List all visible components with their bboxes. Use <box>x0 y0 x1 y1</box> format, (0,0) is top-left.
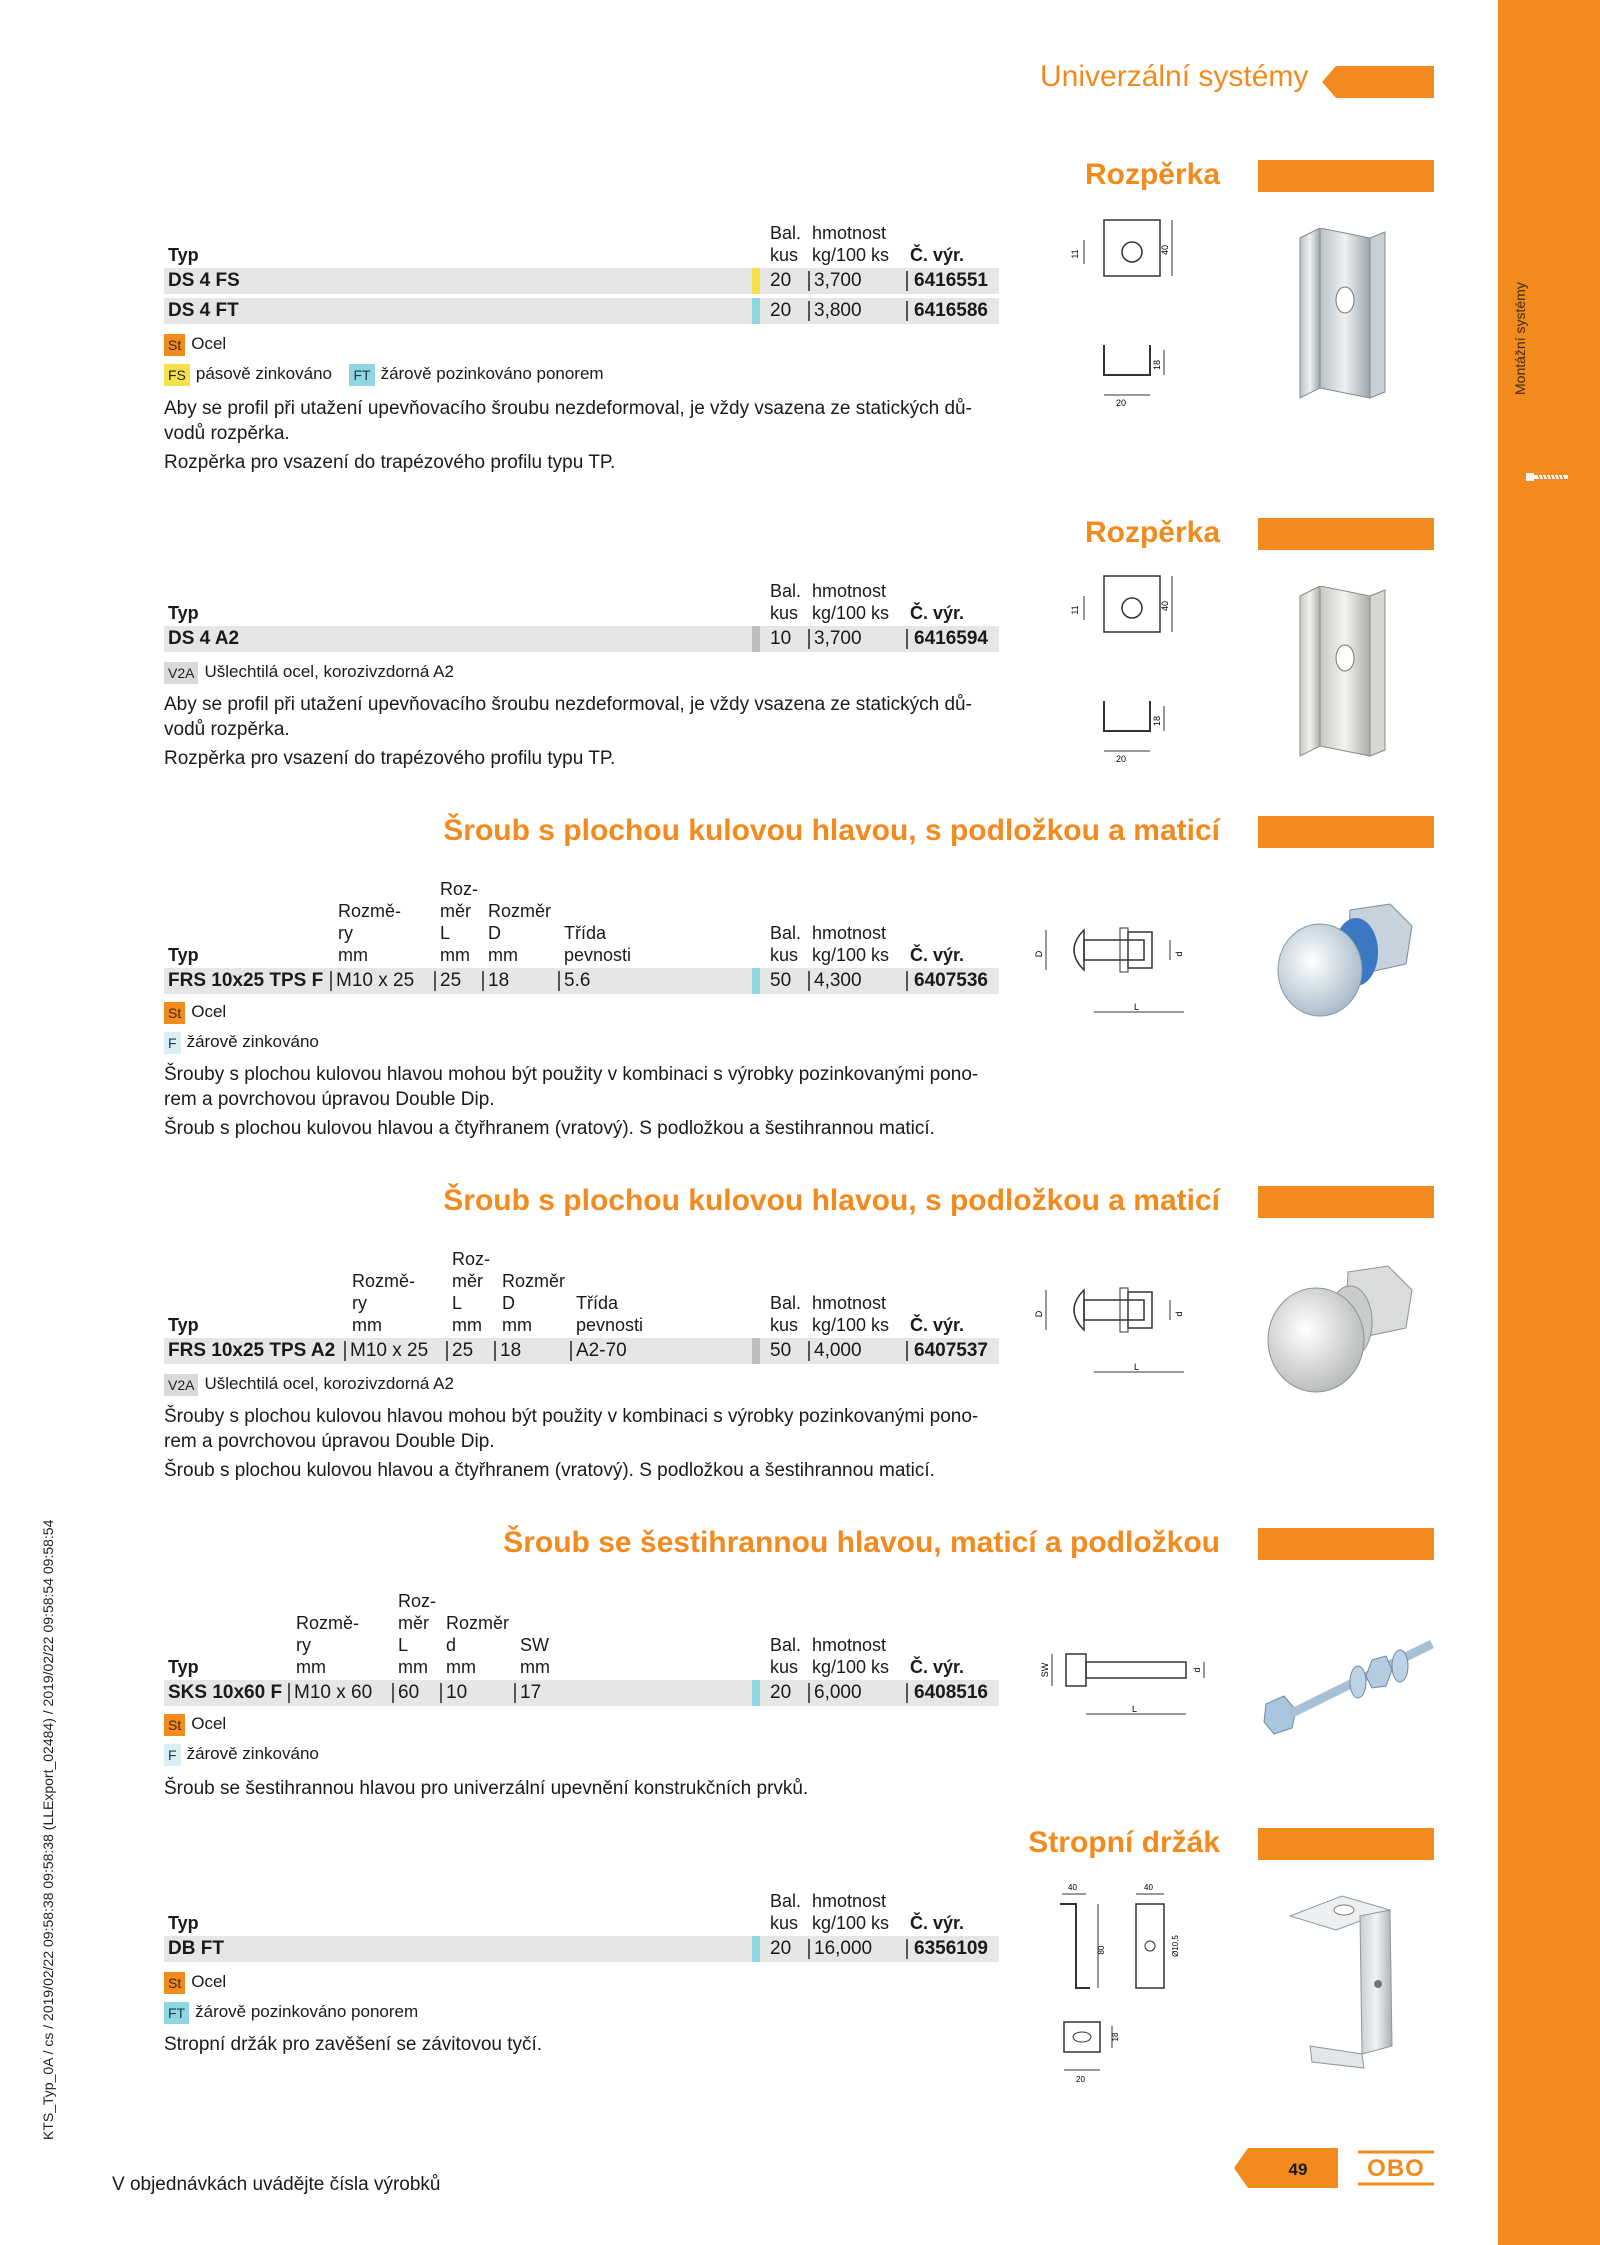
section-title: Šroub se šestihrannou hlavou, maticí a podložkou <box>503 1526 1220 1559</box>
svg-text:D: D <box>1034 950 1044 958</box>
col-type: Typ <box>168 945 199 965</box>
svg-text:d: d <box>1192 1667 1202 1673</box>
hex-bolt-photo <box>1262 1630 1442 1740</box>
col-bal: Bal. kus <box>770 581 802 623</box>
description: Šrouby s plochou kulovou hlavou mohou být použity v kombinaci s výrobky pozinkovanými pono- rem a povrchovou úpravou Double Dip. Šroub s plochou kulovou hlavou a čtyřhranem (vratový). S podložkou a šestihrannou maticí. <box>164 1406 979 1481</box>
col-bal: Bal. kus <box>770 923 802 965</box>
col-d: Rozměr D mm <box>488 901 552 965</box>
section-title: Šroub s plochou kulovou hlavou, s podložkou a maticí <box>443 814 1220 847</box>
description: Aby se profil při utažení upevňovacího šroubu nezdeformoval, je vždy vsazena ze statických dů- vodů rozpěrka. Rozpěrka pro vsazení do trapézového profilu typu TP. <box>164 398 972 473</box>
col-bal: Bal. kus <box>770 1891 802 1933</box>
legend-row: St Ocel <box>164 332 226 356</box>
table-row: DS 4 FS 20 3,700 6416551 <box>164 268 999 294</box>
title-bar <box>1258 518 1434 550</box>
legend-row: F žárově zinkováno <box>164 1742 319 1766</box>
svg-text:L: L <box>1132 1704 1138 1714</box>
description: Šrouby s plochou kulovou hlavou mohou být použity v kombinaci s výrobky pozinkovanými pono- rem a povrchovou úpravou Double Dip. Šroub s plochou kulovou hlavou a čtyřhranem (vratový). S podložkou a šestihrannou maticí. <box>164 1064 979 1139</box>
col-length: Roz- měr L mm <box>452 1249 491 1335</box>
col-weight: hmotnost kg/100 ks <box>812 223 890 265</box>
col-bal: Bal. kus <box>770 1635 802 1677</box>
svg-text:D: D <box>1034 1310 1044 1318</box>
svg-text:11: 11 <box>1070 605 1080 615</box>
svg-text:Ø10,5: Ø10,5 <box>1171 1935 1180 1957</box>
header-tab-icon <box>1322 66 1434 98</box>
table-row: FRS 10x25 TPS A2 M10 x 25 25 18 A2-70 50 4,000 6407537 <box>164 1338 999 1364</box>
svg-text:d: d <box>1174 1311 1184 1317</box>
description: Aby se profil při utažení upevňovacího šroubu nezdeformoval, je vždy vsazena ze statických dů- vodů rozpěrka. Rozpěrka pro vsazení do trapézového profilu typu TP. <box>164 694 972 769</box>
spacer-photo <box>1290 586 1390 766</box>
title-bar <box>1258 816 1434 848</box>
svg-text:L: L <box>1134 1002 1140 1012</box>
col-size: Rozmě- ry mm <box>338 901 402 965</box>
bolt-drawing <box>1034 910 1224 1030</box>
col-length: Roz- měr L mm <box>398 1591 437 1677</box>
ceiling-bracket-photo <box>1270 1886 1410 2076</box>
table-row: FRS 10x25 TPS F M10 x 25 25 18 5.6 50 4,300 6407536 <box>164 968 999 994</box>
table-row: DS 4 FT 20 3,800 6416586 <box>164 298 999 324</box>
legend-row: V2A Ušlechtilá ocel, korozivzdorná A2 <box>164 1372 454 1396</box>
description: Stropní držák pro zavěšení se závitovou tyčí. <box>164 2034 543 2055</box>
col-weight: hmotnost kg/100 ks <box>812 581 890 623</box>
svg-text:49: 49 <box>1288 2160 1308 2179</box>
svg-text:18: 18 <box>1152 359 1162 371</box>
legend-row: St Ocel <box>164 1000 226 1024</box>
col-type: Typ <box>168 1913 199 1933</box>
svg-text:11: 11 <box>1070 249 1080 259</box>
svg-text:OBO: OBO <box>1367 2155 1425 2182</box>
col-article: Č. výr. <box>910 245 965 265</box>
legend-row: St Ocel <box>164 1712 226 1736</box>
col-length: Roz- měr L mm <box>440 879 479 965</box>
table-row: DS 4 A2 10 3,700 6416594 <box>164 626 999 652</box>
svg-text:40: 40 <box>1068 1883 1077 1892</box>
print-meta: KTS_Typ_0A / cs / 2019/02/22 09:58:38 09:58:38 (LLExport_02484) / 2019/02/22 09:58:54 09:58:54 <box>40 1519 56 2140</box>
col-article: Č. výr. <box>910 1913 965 1933</box>
col-size: Rozmě- ry mm <box>296 1613 360 1677</box>
table-row: DB FT 20 16,000 6356109 <box>164 1936 999 1962</box>
col-type: Typ <box>168 1657 199 1677</box>
title-bar <box>1258 1828 1434 1860</box>
description: Šroub se šestihrannou hlavou pro univerzální upevnění konstrukčních prvků. <box>164 1778 809 1799</box>
screw-icon <box>1524 468 1572 486</box>
legend-row: FT žárově pozinkováno ponorem <box>164 2000 418 2024</box>
svg-text:20: 20 <box>1116 398 1127 408</box>
col-weight: hmotnost kg/100 ks <box>812 1293 890 1335</box>
bolt-photo <box>1270 900 1420 1030</box>
col-article: Č. výr. <box>910 1657 965 1677</box>
col-article: Č. výr. <box>910 603 965 623</box>
section-title: Rozpěrka <box>1084 516 1220 549</box>
spacer-drawing <box>1064 566 1184 766</box>
svg-text:40: 40 <box>1144 1883 1153 1892</box>
svg-text:20: 20 <box>1116 754 1127 764</box>
spacer-drawing <box>1064 210 1184 410</box>
bolt-photo <box>1262 1262 1422 1402</box>
col-sw: SW mm <box>520 1635 550 1677</box>
svg-text:40: 40 <box>1160 600 1170 612</box>
legend-row: V2A Ušlechtilá ocel, korozivzdorná A2 <box>164 660 454 684</box>
page-header: Univerzální systémy <box>1040 60 1309 93</box>
col-type: Typ <box>168 603 199 623</box>
col-weight: hmotnost kg/100 ks <box>812 1635 890 1677</box>
col-d: Rozměr D mm <box>502 1271 566 1335</box>
section-title: Stropní držák <box>1028 1826 1220 1859</box>
col-size: Rozmě- ry mm <box>352 1271 416 1335</box>
svg-text:d: d <box>1174 951 1184 957</box>
col-article: Č. výr. <box>910 945 965 965</box>
col-article: Č. výr. <box>910 1315 965 1335</box>
table-row: SKS 10x60 F M10 x 60 60 10 17 20 6,000 6408516 <box>164 1680 999 1706</box>
footer-note: V objednávkách uvádějte čísla výrobků <box>112 2174 441 2195</box>
col-weight: hmotnost kg/100 ks <box>812 1891 890 1933</box>
svg-text:40: 40 <box>1160 244 1170 256</box>
col-class: Třída pevnosti <box>576 1293 644 1335</box>
col-type: Typ <box>168 245 199 265</box>
col-bal: Bal. kus <box>770 223 802 265</box>
svg-text:L: L <box>1134 1362 1140 1372</box>
bolt-drawing <box>1034 1270 1224 1390</box>
col-weight: hmotnost kg/100 ks <box>812 923 890 965</box>
legend-row: F žárově zinkováno <box>164 1030 319 1054</box>
section-title: Šroub s plochou kulovou hlavou, s podložkou a maticí <box>443 1184 1220 1217</box>
side-label: Montážní systémy <box>1512 282 1528 395</box>
col-bal: Bal. kus <box>770 1293 802 1335</box>
page-number-tab <box>1234 2148 1338 2188</box>
svg-text:20: 20 <box>1076 2075 1085 2084</box>
legend-row: St Ocel <box>164 1970 226 1994</box>
svg-text:80: 80 <box>1097 1945 1106 1955</box>
col-type: Typ <box>168 1315 199 1335</box>
title-bar <box>1258 1528 1434 1560</box>
col-class: Třída pevnosti <box>564 923 632 965</box>
obo-logo <box>1356 2150 1436 2186</box>
svg-text:SW: SW <box>1040 1662 1050 1678</box>
title-bar <box>1258 160 1434 192</box>
title-bar <box>1258 1186 1434 1218</box>
svg-text:18: 18 <box>1111 2032 1120 2042</box>
col-d: Rozměr d mm <box>446 1613 510 1677</box>
legend-row: FS pásově zinkováno FT žárově pozinkováno ponorem <box>164 362 604 386</box>
hex-bolt-drawing <box>1034 1640 1224 1730</box>
spacer-photo <box>1290 228 1390 408</box>
section-title: Rozpěrka <box>1084 158 1220 191</box>
svg-text:18: 18 <box>1152 715 1162 727</box>
ceiling-bracket-drawing <box>1054 1880 1204 2090</box>
